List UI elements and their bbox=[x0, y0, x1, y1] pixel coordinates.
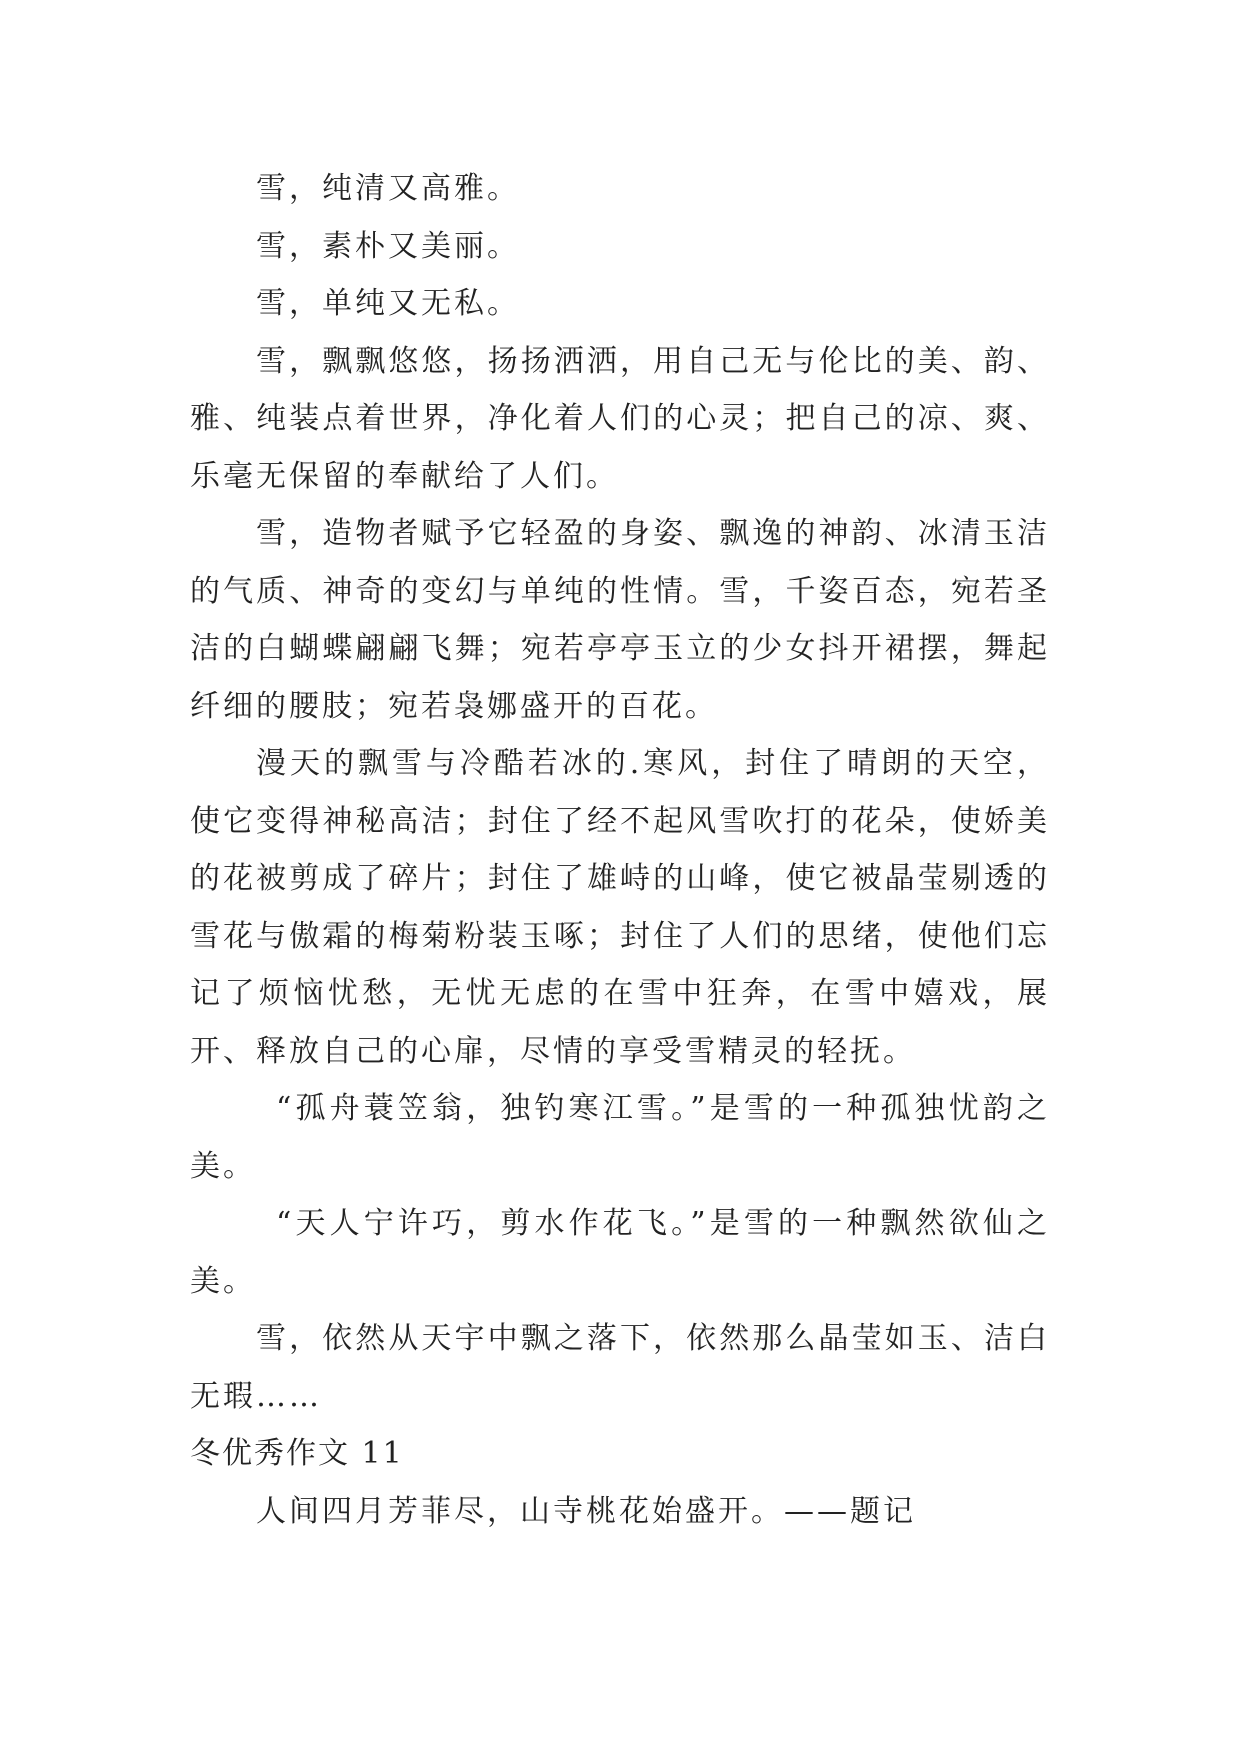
paragraph: 雪，造物者赋予它轻盈的身姿、飘逸的神韵、冰清玉洁的气质、神奇的变幻与单纯的性情。雪，千姿百态，宛若圣洁的白蝴蝶翩翩飞舞；宛若亭亭玉立的少女抖开裙摆，舞起纤细的腰肢；宛若袅娜盛开的百花。 bbox=[190, 516, 1050, 724]
paragraph-quote: “天人宁许巧，剪水作花飞。”是雪的一种飘然欲仙之美。 bbox=[190, 1206, 1050, 1299]
epigraph: 人间四月芳菲尽，山寺桃花始盛开。——题记 bbox=[256, 1493, 916, 1529]
paragraph: 雪，单纯又无私。 bbox=[256, 286, 520, 321]
section-title: 冬优秀作文 11 bbox=[190, 1436, 404, 1471]
paragraph-quote: “孤舟蓑笠翁，独钓寒江雪。”是雪的一种孤独忧韵之美。 bbox=[190, 1091, 1050, 1184]
paragraph: 雪，素朴又美丽。 bbox=[256, 228, 520, 264]
paragraph: 雪，依然从天宇中飘之落下，依然那么晶莹如玉、洁白无瑕…… bbox=[190, 1321, 1050, 1414]
document-body bbox=[190, 160, 1050, 1540]
paragraph: 漫天的飘雪与冷酷若冰的.寒风，封住了晴朗的天空，使它变得神秘高洁；封住了经不起风雪吹打的花朵，使娇美的花被剪成了碎片；封住了雄峙的山峰，使它被晶莹剔透的雪花与傲霜的梅菊粉装玉啄；封住了人们的思绪，使他们忘记了烦恼忧愁，无忧无虑的在雪中狂奔，在雪中嬉戏，展开、释放自己的心扉，尽情的享受雪精灵的轻抚。 bbox=[190, 746, 1050, 1069]
paragraph: 雪，纯清又高雅。 bbox=[256, 171, 520, 206]
paragraph: 雪，飘飘悠悠，扬扬洒洒，用自己无与伦比的美、韵、雅、纯装点着世界，净化着人们的心灵；把自己的凉、爽、乐毫无保留的奉献给了人们。 bbox=[190, 343, 1050, 494]
